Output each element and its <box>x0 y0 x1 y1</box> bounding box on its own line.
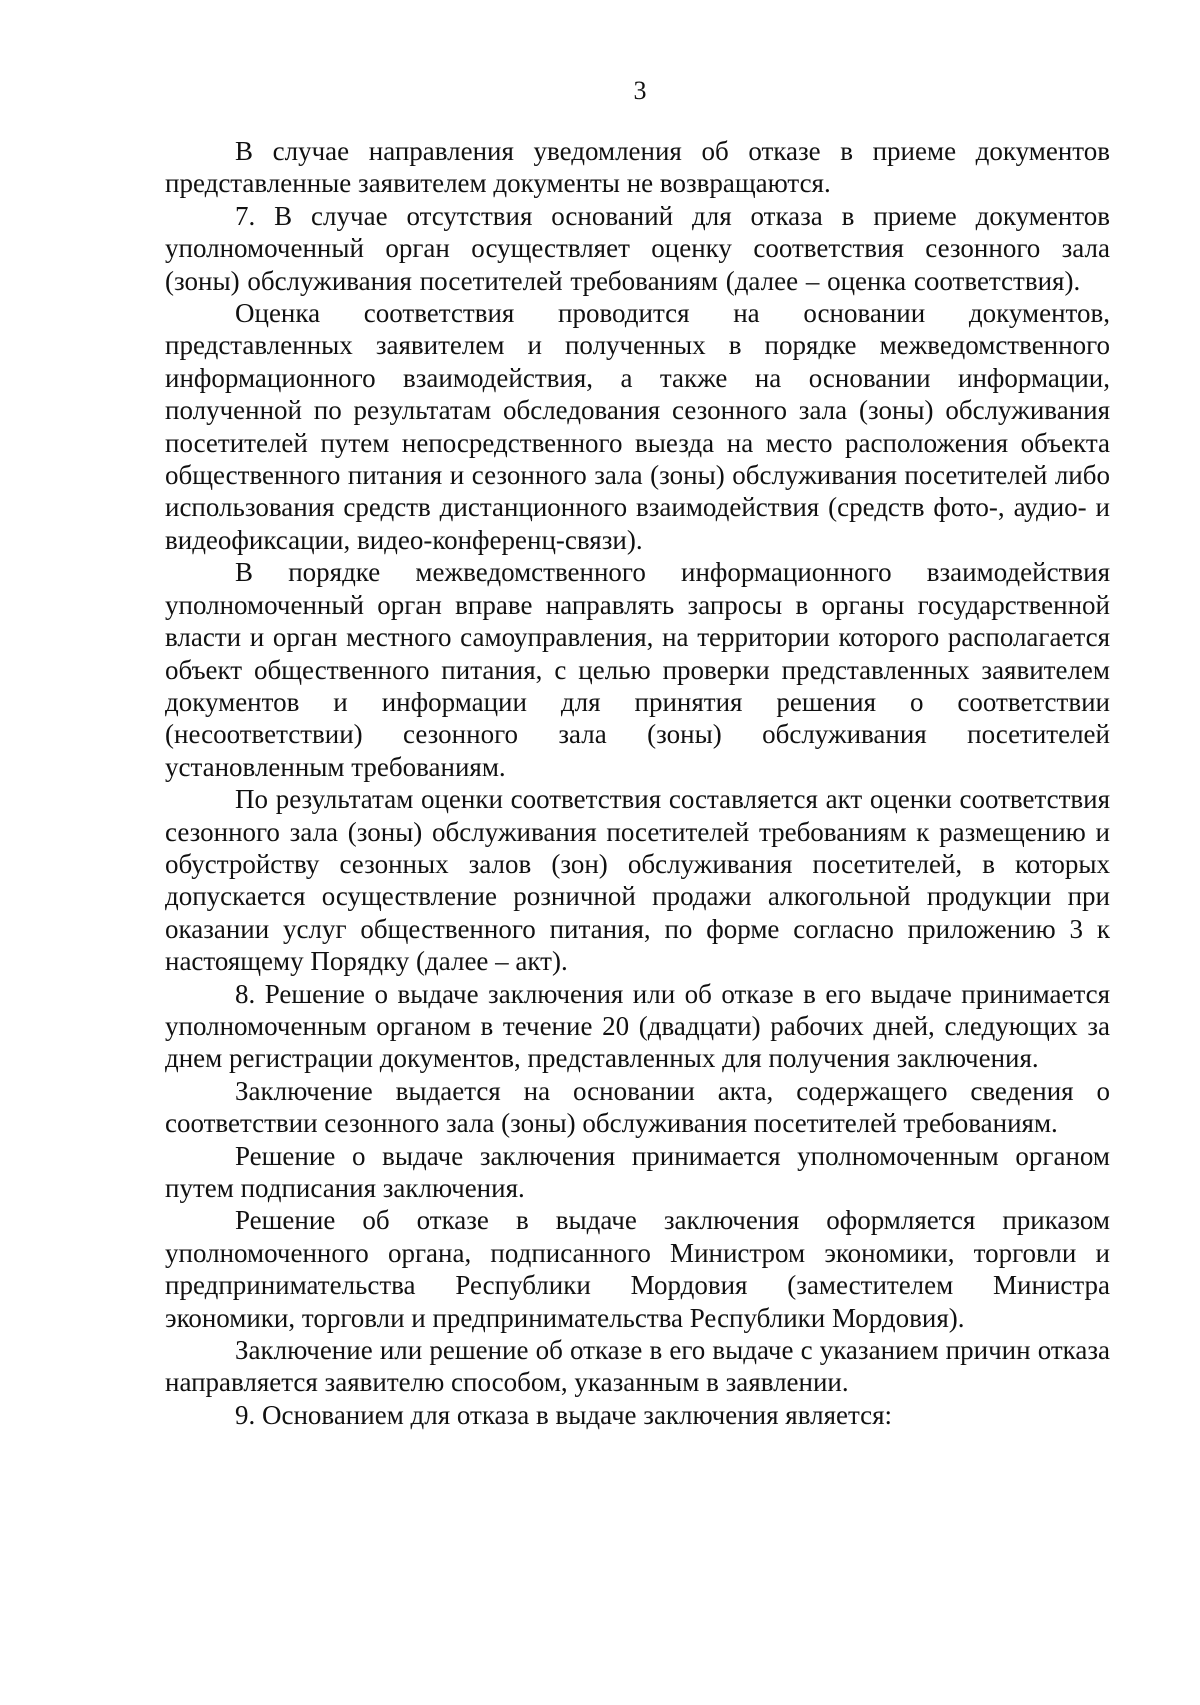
paragraph: 9. Основанием для отказа в выдаче заключения является: <box>235 1399 893 1430</box>
paragraph: В случае направления уведомления об отказе в приеме документов представленные заявителем документы не возвращаются. <box>165 136 1110 199</box>
paragraph: Решение о выдаче заключения принимается уполномоченным органом путем подписания заключения. <box>165 1140 1110 1203</box>
document-body <box>165 135 1110 1431</box>
paragraph: Оценка соответствия проводится на основании документов, представленных заявителем и полученных в порядке межведомственного информационного взаимодействия, а также на основании информации, полученной по результатам обследования сезонного зала (зоны) обслуживания посетителей путем непосредственного выезда на место расположения объекта общественного питания и сезонного зала (зоны) обслуживания посетителей либо использования средств дистанционного взаимодействия (средств фото-, аудио- и видеофиксации, видео-конференц-связи). <box>165 298 1110 555</box>
paragraph: По результатам оценки соответствия составляется акт оценки соответствия сезонного зала (зоны) обслуживания посетителей требованиям к размещению и обустройству сезонных залов (зон) обслуживания посетителей, в которых допускается осуществление розничной продажи алкогольной продукции при оказании услуг общественного питания, по форме согласно приложению 3 к настоящему Порядку (далее – акт). <box>165 784 1110 977</box>
paragraph: Заключение выдается на основании акта, содержащего сведения о соответствии сезонного зала (зоны) обслуживания посетителей требованиям. <box>165 1075 1110 1139</box>
paragraph: 8. Решение о выдаче заключения или об отказе в его выдаче принимается уполномоченным органом в течение 20 (двадцати) рабочих дней, следующих за днем регистрации документов, представленных для получения заключения. <box>165 978 1110 1074</box>
paragraph: В порядке межведомственного информационного взаимодействия уполномоченный орган вправе направлять запросы в органы государственной власти и орган местного самоуправления, на территории которого располагается объект общественного питания, с целью проверки представленных заявителем документов и информации для принятия решения о соответствии (несоответствии) сезонного зала (зоны) обслуживания посетителей установленным требованиям. <box>165 557 1110 782</box>
paragraph: 7. В случае отсутствия оснований для отказа в приеме документов уполномоченный орган осуществляет оценку соответствия сезонного зала (зоны) обслуживания посетителей требованиям (далее – оценка соответствия). <box>165 200 1110 296</box>
page-number: 3 <box>633 76 647 105</box>
paragraph: Заключение или решение об отказе в его выдаче с указанием причин отказа направляется заявителю способом, указанным в заявлении. <box>165 1335 1110 1398</box>
paragraph: Решение об отказе в выдаче заключения оформляется приказом уполномоченного органа, подписанного Министром экономики, торговли и предпринимательства Республики Мордовия (заместителем Министра экономики, торговли и предпринимательства Республики Мордовия). <box>165 1205 1110 1333</box>
